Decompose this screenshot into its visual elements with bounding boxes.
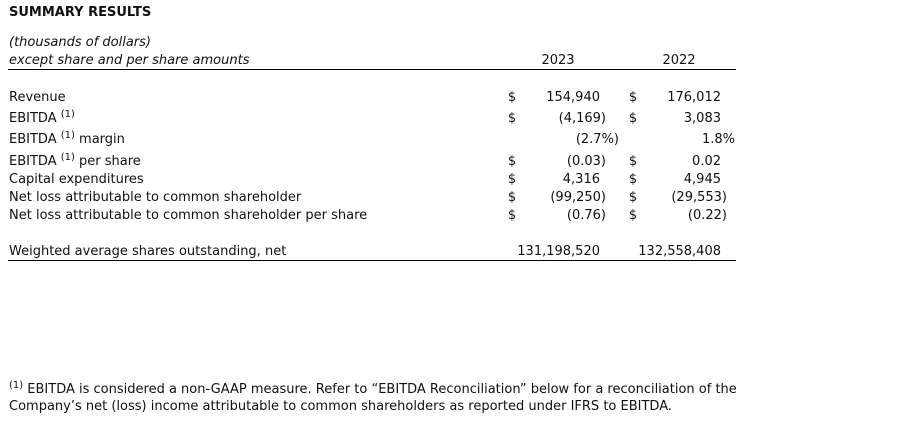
currency-2022: $	[628, 154, 638, 169]
currency-2023: $	[507, 172, 517, 187]
units-note-line2: except share and per share amounts	[9, 53, 250, 68]
currency-2022: $	[628, 90, 638, 105]
row-label	[9, 208, 367, 223]
row-label-text: Capital expenditures	[9, 172, 144, 187]
row-label-text: EBITDA	[9, 132, 57, 147]
weighted-shares-2023: 131,198,520	[517, 244, 600, 259]
value-2022: 0.02	[692, 154, 721, 169]
row-label	[9, 132, 125, 147]
row-label-text: EBITDA	[9, 111, 57, 126]
row-label	[9, 111, 75, 126]
value-2022: 4,945	[683, 172, 721, 187]
value-2022: (0.22)	[687, 208, 727, 223]
table-bottom-divider	[8, 260, 736, 261]
value-2022: 176,012	[667, 90, 721, 105]
currency-2023: $	[507, 154, 517, 169]
currency-2023: $	[507, 111, 517, 126]
header-divider	[8, 69, 736, 70]
value-2022: (29,553)	[671, 190, 727, 205]
row-label-suffix: per share	[74, 154, 141, 169]
weighted-shares-2022: 132,558,408	[638, 244, 721, 259]
row-label-text: EBITDA	[9, 154, 57, 169]
value-2022: 3,083	[683, 111, 721, 126]
footnote-marker: (1)	[9, 380, 24, 391]
column-header-2023: 2023	[541, 53, 575, 68]
row-label	[9, 154, 141, 169]
row-label	[9, 190, 301, 205]
currency-2022: $	[628, 172, 638, 187]
row-label	[9, 90, 66, 105]
value-2023: (0.76)	[566, 208, 606, 223]
footnote-ref: (1)	[60, 152, 75, 163]
footnote-ref: (1)	[60, 109, 75, 120]
row-label-text: Revenue	[9, 90, 66, 105]
value-2023: (0.03)	[566, 154, 606, 169]
column-header-2022: 2022	[662, 53, 696, 68]
currency-2023: $	[507, 90, 517, 105]
row-label-text: Net loss attributable to common shareholder per share	[9, 208, 368, 223]
value-2023: 154,940	[546, 90, 600, 105]
footnote	[9, 381, 749, 415]
row-label-suffix: margin	[74, 132, 125, 147]
units-note: (thousands of dollars)	[9, 35, 151, 50]
currency-2023: $	[507, 208, 517, 223]
currency-2022: $	[628, 208, 638, 223]
value-2023: 4,316	[562, 172, 600, 187]
row-label-text: Net loss attributable to common shareholder	[9, 190, 302, 205]
footnote-text: EBITDA is considered a non-GAAP measure. Refer to “EBITDA Reconciliation” below for a reconciliation of the Company’s net (loss) income attributable to common shareholders as reported under IFRS to EBITDA.	[9, 382, 737, 414]
currency-2023: $	[507, 190, 517, 205]
footnote-ref: (1)	[60, 130, 75, 141]
value-2022: 1.8%	[701, 132, 735, 147]
page-title: SUMMARY RESULTS	[9, 5, 152, 20]
value-2023: (4,169)	[558, 111, 606, 126]
value-2023: (99,250)	[550, 190, 606, 205]
currency-2022: $	[628, 111, 638, 126]
value-2023: (2.7%)	[575, 132, 619, 147]
row-label	[9, 172, 144, 187]
weighted-shares-label: Weighted average shares outstanding, net	[9, 244, 287, 259]
currency-2022: $	[628, 190, 638, 205]
